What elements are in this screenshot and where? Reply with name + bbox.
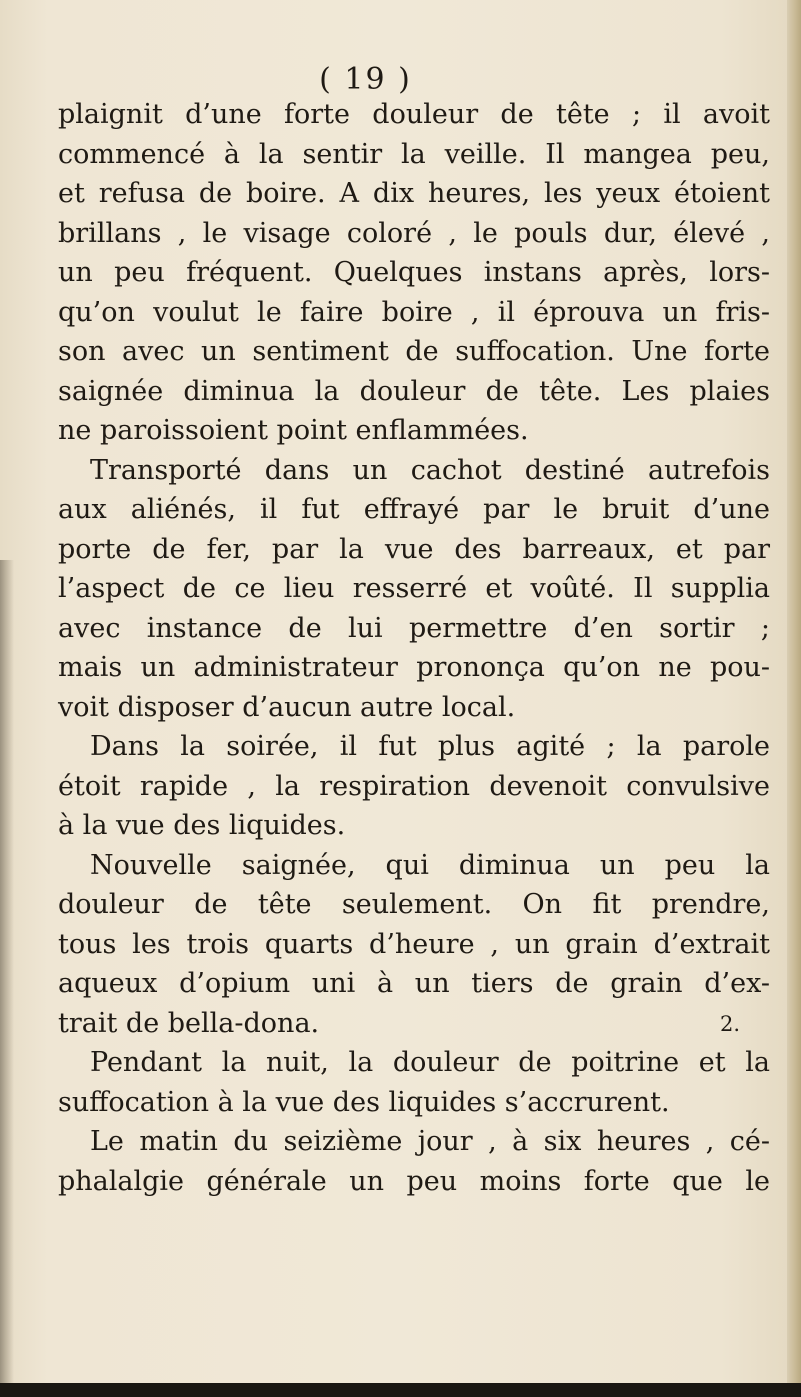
text-line: mais un administrateur prononça qu’on ne pou- xyxy=(58,652,770,683)
text-line: son avec un sentiment de suffocation. Une forte xyxy=(58,336,770,367)
text-line: saignée diminua la douleur de tête. Les plaies xyxy=(58,375,770,407)
text-line: commencé à la sentir la veille. Il mangea peu, xyxy=(58,138,770,170)
binding-shadow xyxy=(0,560,14,1397)
text-line: étoit rapide , la respiration devenoit convulsive xyxy=(58,770,770,802)
paragraph-start-line: Transporté dans un cachot destiné autrefois xyxy=(90,454,770,486)
paragraph-start-line: Le matin du seizième jour , à six heures , cé- xyxy=(90,1126,770,1157)
signature-mark: 2. xyxy=(719,1012,740,1036)
paragraph-start-line: Pendant la nuit, la douleur de poitrine et la xyxy=(90,1047,770,1078)
text-line: phalalgie générale un peu moins forte que le xyxy=(58,1165,770,1197)
text-line: aqueux d’opium uni à un tiers de grain d’ex- xyxy=(58,968,770,999)
text-line: qu’on voulut le faire boire , il éprouva un fris- xyxy=(58,296,770,328)
page-bottom-border xyxy=(0,1383,801,1397)
text-line: porte de fer, par la vue des barreaux, et par xyxy=(58,533,770,565)
text-line: voit disposer d’aucun autre local. xyxy=(58,691,516,723)
text-line: plaignit d’une forte douleur de tête ; il avoit xyxy=(58,99,770,130)
text-line: aux aliénés, il fut effrayé par le bruit d’une xyxy=(58,494,770,525)
text-line: à la vue des liquides. xyxy=(58,810,346,841)
text-line: douleur de tête seulement. On fit prendre, xyxy=(58,889,770,920)
page-edge-right xyxy=(787,0,801,1397)
text-line: trait de bella-dona. xyxy=(58,1007,320,1039)
paragraph-start-line: Dans la soirée, il fut plus agité ; la parole xyxy=(90,731,770,762)
page-number-header xyxy=(0,62,801,97)
text-line: et refusa de boire. A dix heures, les yeux étoient xyxy=(58,178,770,209)
text-line: tous les trois quarts d’heure , un grain d’extrait xyxy=(58,928,770,960)
text-line: avec instance de lui permettre d’en sortir ; xyxy=(58,612,770,644)
text-line: un peu fréquent. Quelques instans après, lors- xyxy=(58,257,770,288)
text-line: suffocation à la vue des liquides s’accrurent. xyxy=(58,1086,670,1118)
paragraph-start-line: Nouvelle saignée, qui diminua un peu la xyxy=(90,849,770,881)
page-number: ( 19 ) xyxy=(319,62,412,97)
text-line: ne paroissoient point enflammées. xyxy=(58,415,529,446)
text-line: brillans , le visage coloré , le pouls dur, élevé , xyxy=(58,217,770,249)
text-line: l’aspect de ce lieu resserré et voûté. Il supplia xyxy=(58,573,770,604)
